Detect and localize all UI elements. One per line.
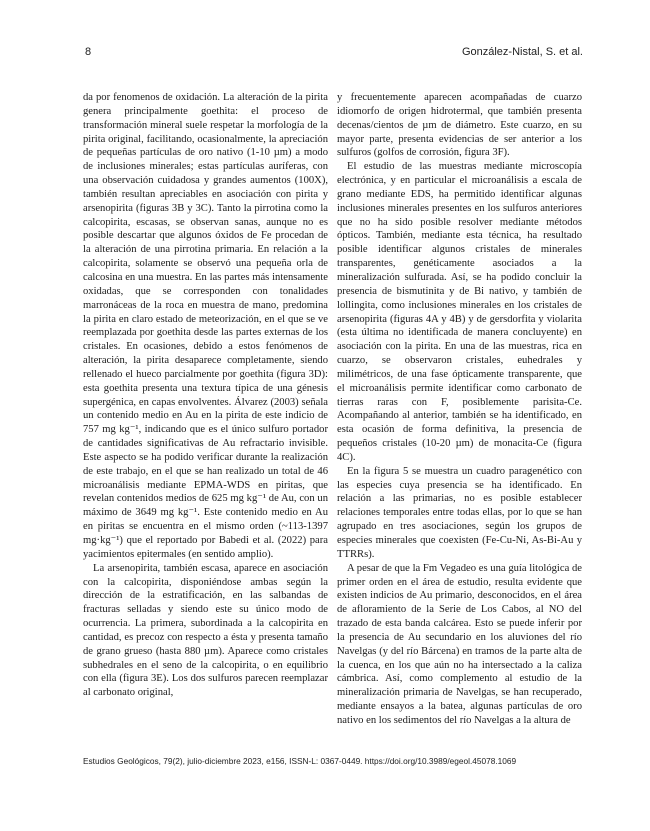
left-column: [83, 91, 328, 700]
running-head: González-Nistal, S. et al.: [461, 46, 583, 58]
footer-citation: Estudios Geológicos, 79(2), julio-diciembre 2023, e156, ISSN-L: 0367-0449. https://doi.org/10.3989/egeol.45078.1069: [83, 756, 517, 766]
paragraph: La arsenopirita, también escasa, aparece en asociación con la calcopirita, disponiéndose ambas según la dirección de la estratificación, en las salbandas de fracturas selladas y siendo este su único modo de ocurrencia. La primera, subordinada a la calcopirita en cantidad, es precoz con respecto a ésta y presenta tamaño de grano grueso (hasta 880 µm). Aparece como cristales subhedrales en el seno de la calcopirita, o en equilibrio con ella (figura 3E). Los dos sulfuros parecen reemplazar al carbonato original,: [83, 562, 328, 699]
paragraph: A pesar de que la Fm Vegadeo es una guía litológica de primer orden en el área de estudio, resulta evidente que existen indicios de Au primario, desconocidos, en el área de afloramiento de la Serie de Los Cabos, al NO del trazado de esta banda calcárea. Esto se puede inferir por la presencia de Au secundario en los aluviones del río Navelgas (y del río Bárcena) en tramos de la parte alta de la cuenca, en los que aún no ha intersectado a la caliza cámbrica. Así, como complemento al estudio de la mineralización primaria de Navelgas, se han recuperado, mediante ensayos a la batea, algunas partículas de oro nativo en los sedimentos del río Navelgas a la altura de: [337, 562, 582, 726]
paragraph: da por fenomenos de oxidación. La alteración de la pirita genera principalmente goethita: el proceso de transformación mineral suele respetar la morfología de la pirita original, facilitando, ocasionalmente, la apreciación de pequeñas partículas de oro nativo (1-10 µm) a modo de inclusiones minerales; estas partículas auríferas, con una observación cuidadosa y grandes aumentos (100X), también resultan apreciables en asociación con pirita y arsenopirita (figuras 3B y 3C). Tanto la pirrotina como la calcopirita, escasas, se observan sanas, aunque no es posible descartar que algunos óxidos de Fe procedan de la alteración de una pirrotina primaria. En relación a la calcopirita, solamente se observó una pequeña orla de calcosina en una muestra. En las partes más intensamente oxidadas, que se corresponden con tonalidades marronáceas de la roca en muestra de mano, predomina la pirita en claro estado de meteorización, en el que se ve reemplazada por goethita desde las partes externas de los cristales. En ocasiones, debido a estos fenómenos de alteración, la pirita desaparece completamente, siendo rellenado el hueco parcialmente por goethita (figura 3D): esta goethita presenta una textura típica de una génesis supergénica, en capas envolventes. Álvarez (2003) señala un contenido medio en Au en la pirita de este indicio de 757 mg kg⁻¹, indicando que es el único sulfuro portador de cantidades significativas de Au refractario invisible. Este aspecto se ha podido verificar durante la realización de este trabajo, en el que se han realizado un total de 46 microanálisis mediante EPMA-WDS en piritas, que revelan contenidos medios de 625 mg kg⁻¹ de Au, con un máximo de 3649 mg kg⁻¹. Este contenido medio en Au en piritas se encuentra en el mismo orden (~113-1397 mg·kg⁻¹) que el reportado por Babedi et al. (2022) para yacimientos epitermales (en sentido amplio).: [83, 92, 328, 560]
page-number: 8: [85, 46, 92, 58]
right-column: [337, 91, 582, 728]
paragraph: y frecuentemente aparecen acompañadas de cuarzo idiomorfo de origen hidrotermal, que también presenta decenas/cientos de µm de diámetro. Este cuarzo, en su mayor parte, presenta evidencias de ser anterior a los sulfuros (golfos de corrosión, figura 3F).: [337, 92, 582, 159]
paragraph: En la figura 5 se muestra un cuadro paragenético con las especies cuya presencia se ha identificado. En relación a las primarias, no es posible establecer relaciones temporales entre todas ellas, por lo que se han agrupado en tres asociaciones, según los grupos de especies minerales que coexisten (Fe-Cu-Ni, As-Bi-Au y TTRRs).: [337, 465, 582, 560]
paragraph: El estudio de las muestras mediante microscopía electrónica, y en particular el microanálisis a escala de grano mediante EDS, ha permitido identificar algunas inclusiones minerales presentes en los sulfuros anteriores que no ha sido posible resolver mediante métodos ópticos. También, mediante esta técnica, ha resultado posible identificar algunos cristales de minerales transparentes, genéticamente asociados a la mineralización sulfurada. Así, se ha podido concluir la presencia de bismutinita y de Bi nativo, y también de lollingita, como inclusiones minerales en los cristales de arsenopirita (figuras 4A y 4B) y de gersdorfita y violarita (esta última no identificada de manera concluyente) en asociación con la pirita. En una de las muestras, rica en cuarzo, se observaron cristales, euhedrales y milimétricos, de una fase ópticamente transparente, que el microanálisis permite identificar como carbonato de tierras raras con F, posiblemente parisita-Ce. Acompañando al anterior, también se ha identificado, en esta ocasión de forma definitiva, la presencia de pequeños cristales (10-20 µm) de monacita-Ce (figura 4C).: [337, 161, 582, 463]
